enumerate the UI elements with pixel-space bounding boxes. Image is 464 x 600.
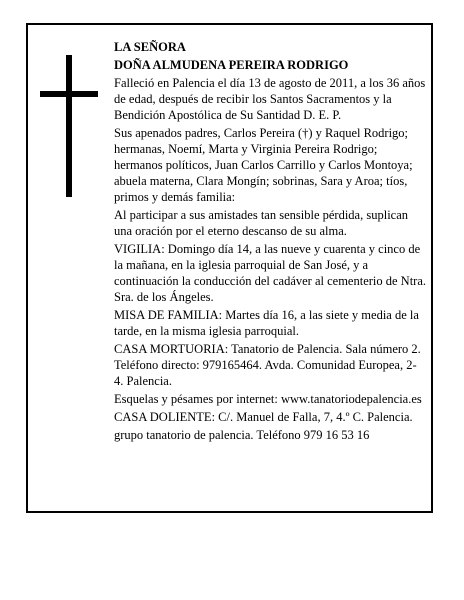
- title-line-1: LA SEÑORA: [114, 40, 186, 54]
- paragraph-vigil: VIGILIA: Domingo día 14, a las nueve y cuarenta y cinco de la mañana, en la iglesia parroquial de San José, y a continuación la conducción del cadáver al cementerio de Ntra. Sra. de los Ángeles.: [114, 242, 427, 304]
- deceased-name: DOÑA ALMUDENA PEREIRA RODRIGO: [114, 58, 349, 72]
- paragraph-internet: Esquelas y pésames por internet: www.tanatoriodepalencia.es: [114, 392, 422, 406]
- paragraph-mourning-home: CASA DOLIENTE: C/. Manuel de Falla, 7, 4.º C. Palencia.: [114, 410, 413, 424]
- obituary-notice: [26, 23, 433, 513]
- paragraph-death-announcement: Falleció en Palencia el día 13 de agosto de 2011, a los 36 años de edad, después de recibir los Santos Sacramentos y la Bendición Apostólica de Su Santidad D. E. P.: [114, 76, 426, 122]
- paragraph-footer: grupo tanatorio de palencia. Teléfono 979 16 53 16: [114, 428, 370, 442]
- paragraph-family: Sus apenados padres, Carlos Pereira (†) y Raquel Rodrigo; hermanas, Noemí, Marta y Virginia Pereira Rodrigo; hermanos políticos, Juan Carlos Carrillo y Carlos Montoya; abuela materna, Clara Mongín; sobrinas, Sara y Aroa; tíos, primos y demás familia:: [114, 126, 413, 204]
- cross-icon: [40, 55, 98, 197]
- paragraph-prayer-request: Al participar a sus amistades tan sensible pérdida, suplican una oración por el eterno descanso de su alma.: [114, 208, 409, 238]
- paragraph-family-mass: MISA DE FAMILIA: Martes día 16, a las siete y media de la tarde, en la misma iglesia parroquial.: [114, 308, 419, 338]
- cross-vertical-bar: [66, 55, 72, 197]
- notice-content: [114, 39, 426, 445]
- cross-horizontal-bar: [40, 91, 98, 97]
- paragraph-funeral-home: CASA MORTUORIA: Tanatorio de Palencia. Sala número 2. Teléfono directo: 979165464. Avda. Comunidad Europea, 2-4. Palencia.: [114, 342, 421, 388]
